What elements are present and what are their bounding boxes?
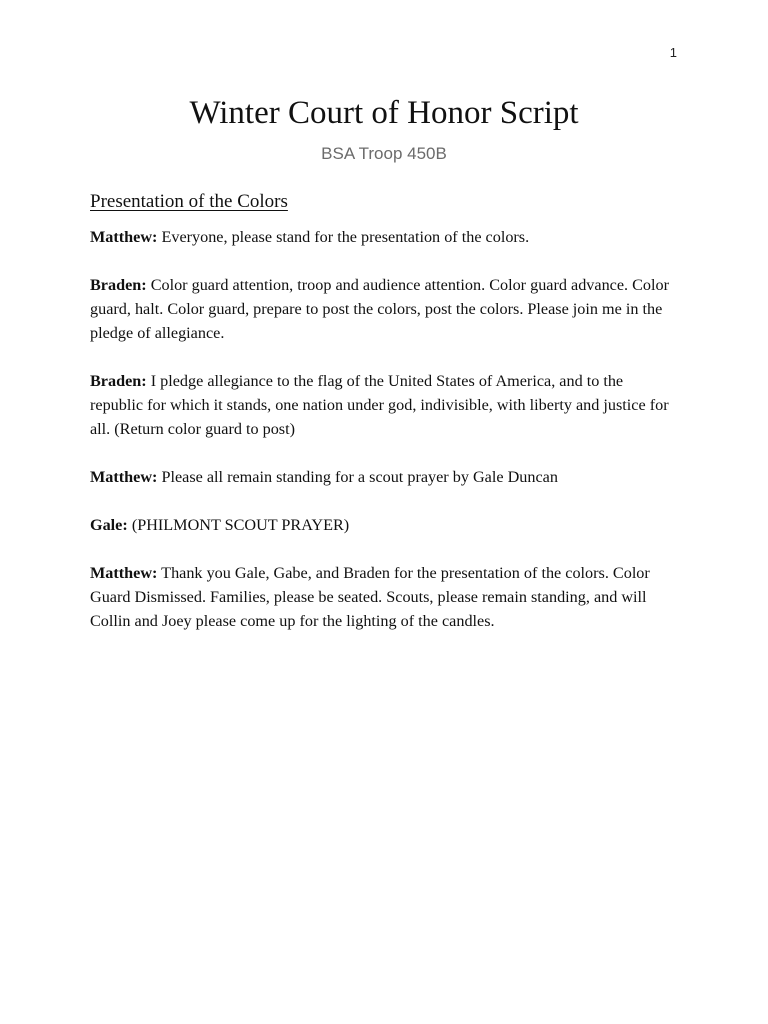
script-body xyxy=(90,225,680,657)
speaker-line: Thank you Gale, Gabe, and Braden for the presentation of the colors. Color Guard Dismissed. Families, please be seated. Scouts, please remain standing, and will Collin and Joey please come up for the lighting of the candles. xyxy=(90,564,650,630)
speaker-line: I pledge allegiance to the flag of the United States of America, and to the republic for which it stands, one nation under god, indivisible, with liberty and justice for all. (Return color guard to post) xyxy=(90,372,669,438)
speaker-name: Gale: xyxy=(90,516,128,534)
speaker-name: Matthew: xyxy=(90,468,158,486)
script-paragraph xyxy=(90,369,680,441)
speaker-line: Color guard attention, troop and audience attention. Color guard advance. Color guard, halt. Color guard, prepare to post the colors, post the colors. Please join me in the pledge of allegiance. xyxy=(90,276,670,342)
section-heading: Presentation of the Colors xyxy=(90,191,288,212)
script-paragraph xyxy=(90,465,680,489)
page-number: 1 xyxy=(669,45,677,60)
speaker-line: Everyone, please stand for the presentation of the colors. xyxy=(157,228,530,246)
document-subtitle: BSA Troop 450B xyxy=(321,144,447,163)
speaker-line: Please all remain standing for a scout prayer by Gale Duncan xyxy=(157,468,558,486)
speaker-line: (PHILMONT SCOUT PRAYER) xyxy=(127,516,350,534)
speaker-name: Braden: xyxy=(90,276,147,294)
script-paragraph xyxy=(90,561,680,633)
script-paragraph xyxy=(90,273,680,345)
script-paragraph xyxy=(90,513,680,537)
document-title: Winter Court of Honor Script xyxy=(189,95,579,131)
script-paragraph xyxy=(90,225,680,249)
speaker-name: Braden: xyxy=(90,372,147,390)
speaker-name: Matthew: xyxy=(90,564,158,582)
speaker-name: Matthew: xyxy=(90,228,158,246)
